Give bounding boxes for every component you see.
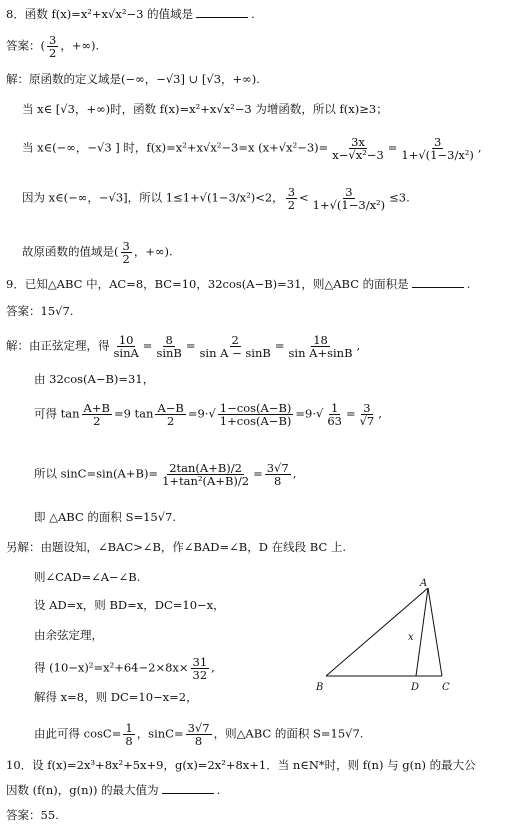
fraction: $\frac{3}{2}$ (122, 239, 130, 266)
segment-ad (416, 588, 428, 676)
fraction: $\frac{31}{32}$ (192, 655, 208, 682)
fraction: $\frac{18}{\text{sin A+sinB}}$ (288, 333, 353, 360)
fraction: $\frac{3}{2}$ (49, 33, 57, 60)
vertex-label-a: A (420, 578, 428, 589)
fraction: $\frac{3}{\text{1+√(1−3/x²)}}$ (312, 185, 386, 212)
answer-blank (196, 6, 248, 18)
problem-9-question: 9．已知△ABC 中，AC=8，BC=10，32cos(A−B)=31，则△ABC 的面积是 . (6, 277, 471, 291)
segment-label-x: x (408, 632, 414, 643)
problem-9-alt-line: 则∠CAD=∠A−∠B. (34, 570, 141, 584)
problem-10-question: 10．设 f(x)=2x³+8x²+5x+9，g(x)=2x²+8x+1．当 n∈N*时，则 f(n) 与 g(n) 的最大公 (6, 758, 476, 772)
fraction: $\frac{3}{√7}$ (359, 401, 375, 428)
problem-8-solution-line: 因为 x∈(−∞，−√3]，所以 1≤1+√(1−3/x²)<2， $\frac{3}{2}$ < $\frac{3}{\text{1+√(1−3/x²)}}$ ≤3. (22, 185, 410, 212)
fraction: $\frac{2\tan(A+B)/2}{\text{1+tan²(A+B)/2}}$ (162, 461, 250, 488)
problem-9-alt-line: 得 (10−x)²=x²+64−2×8x× $\frac{31}{32}$ , (34, 655, 215, 682)
problem-8-solution-line: 当 x∈(−∞，−√3 ] 时，f(x)=x²+x√x²−3=x (x+√x²−3)= $\frac{3x}{\text{x−√x²−3}}$ = $\frac{3}{\text{1+√(1−3/x²)}}$ , (22, 135, 482, 162)
fraction: $\frac{3√7}{8}$ (187, 721, 210, 748)
fraction: $\frac{8}{\sin B}$ (156, 333, 182, 360)
vertex-label-b: B (316, 682, 324, 693)
fraction: $\frac{A-B}{2}$ (157, 401, 184, 428)
problem-9-solution-line: 解：由正弦定理，得 $\frac{10}{\sin A}$ = $\frac{8}{\sin B}$ = $\frac{2}{\text{sin A − sinB}}$ = $\frac{18}{\text{sin A+sinB}}$ , (6, 333, 361, 360)
problem-8-answer: 答案：( $\frac{3}{2}$ ，+∞). (6, 33, 100, 60)
point-label-d: D (411, 682, 420, 693)
vertex-label-c: C (442, 682, 450, 693)
answer-blank (162, 782, 214, 794)
fraction: $\frac{2}{\text{sin A − sinB}}$ (199, 333, 271, 360)
problem-9-alt-line: 由余弦定理， (34, 628, 103, 642)
fraction: $\frac{3}{\text{1+√(1−3/x²)}}$ (401, 135, 474, 162)
problem-10-question-cont: 因数 (f(n)，g(n)) 的最大值为 . (6, 783, 221, 797)
fraction: $\frac{3√7}{8}$ (266, 461, 289, 488)
fraction: $\frac{10}{\sin A}$ (113, 333, 139, 360)
problem-10-answer: 答案：55. (6, 808, 59, 822)
problem-8-question: 8．函数 f(x)=x²+x√x²−3 的值域是 . (6, 7, 255, 21)
fraction: $\frac{1}{8}$ (125, 721, 133, 748)
problem-9-solution-line: 即 △ABC 的面积 S=15√7. (34, 510, 177, 524)
problem-9-solution-line: 可得 tan $\frac{A+B}{2}$ =9 tan $\frac{A-B}{2}$ =9·√ $\frac{1-\cos(A-B)}{1+\cos(A-B)}$ =9·√ $\frac{1}{63}$ = $\frac{3}{√7}$ , (34, 401, 382, 428)
problem-9-solution-line: 由 32cos(A−B)=31， (34, 372, 155, 386)
fraction: $\frac{A+B}{2}$ (83, 401, 110, 428)
problem-8-solution-line: 解：原函数的定义域是(−∞，−√3] ∪ [√3，+∞). (6, 72, 260, 86)
triangle-figure (316, 578, 458, 696)
problem-8-solution-line: 当 x∈ [√3，+∞)时，函数 f(x)=x²+x√x²−3 为增函数，所以 f(x)≥3； (22, 102, 388, 116)
fraction: $\frac{1}{63}$ (327, 401, 342, 428)
fraction: $\frac{3x}{\text{x−√x²−3}}$ (332, 135, 384, 162)
problem-9-solution-line: 所以 sinC=sin(A+B)= $\frac{2\tan(A+B)/2}{\text{1+tan²(A+B)/2}}$ = $\frac{3√7}{8}$ , (34, 461, 297, 488)
fraction: $\frac{3}{2}$ (287, 185, 296, 212)
fraction: $\frac{1-\cos(A-B)}{1+\cos(A-B)}$ (219, 401, 292, 428)
answer-blank (412, 276, 464, 288)
side-ac (428, 588, 442, 676)
problem-9-alt-line: 另解：由题设知，∠BAC>∠B，作∠BAD=∠B，D 在线段 BC 上. (6, 540, 347, 554)
problem-9-alt-line: 由此可得 cosC= $\frac{1}{8}$ ，sinC= $\frac{3√7}{8}$ ，则△ABC 的面积 S=15√7. (34, 721, 364, 748)
problem-9-alt-line: 解得 x=8，则 DC=10−x=2， (34, 690, 198, 704)
problem-8-solution-line: 故原函数的值域是( $\frac{3}{2}$ ，+∞). (22, 239, 173, 266)
problem-9-answer: 答案：15√7. (6, 304, 74, 318)
problem-9-alt-line: 设 AD=x，则 BD=x，DC=10−x， (34, 598, 225, 612)
